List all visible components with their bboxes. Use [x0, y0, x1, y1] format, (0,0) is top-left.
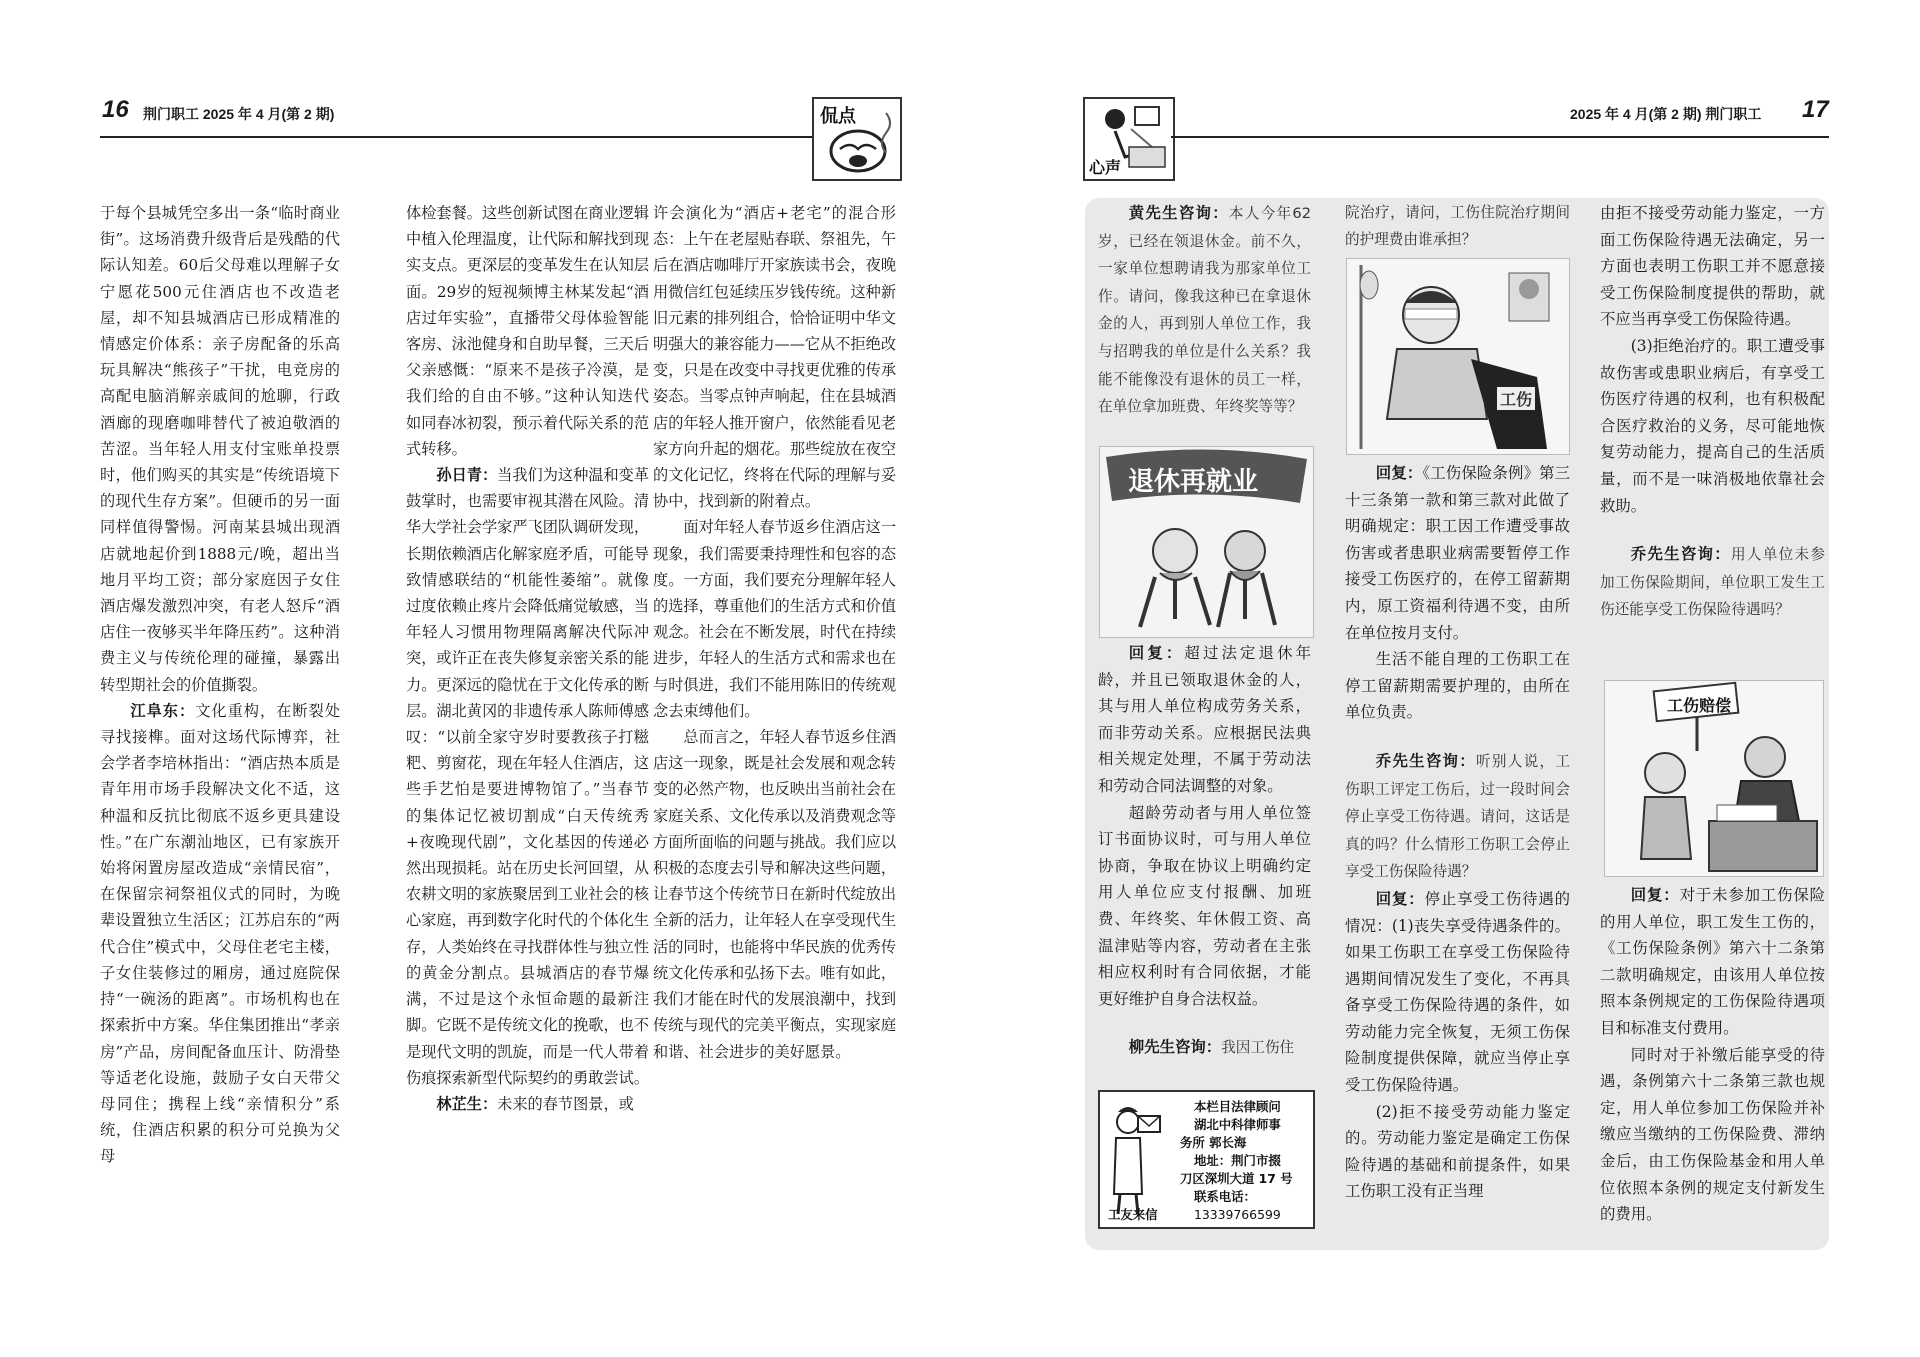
paragraph: 于每个县城凭空多出一条“临时商业街”。这场消费升级背后是残酷的代际认知差。60后父母难以理解子女宁愿花500元住酒店也不改造老屋，却不知县城酒店已形成精准的情感定价体系：亲子房配备的乐高玩具解决“熊孩子”干扰，电竞房的高配电脑消解亲戚间的尬聊，行政酒廊的现磨咖啡替代了被迫敬酒的苦涩。当年轻人用支付宝账单投票时，他们购买的其实是“传统语境下的现代生存方案”。但硬币的另一面同样值得警惕。河南某县城出现酒店就地起价到1888元/晚，超出当地月平均工资；部分家庭因子女住酒店爆发激烈冲突，有老人怒斥“酒店住一夜够买半年降压药”。这种消费主义与传统伦理的碰撞，暴露出转型期社会的价值撕裂。 [100, 204, 340, 694]
speaker-name: 回复： [1128, 644, 1185, 662]
question-text: 听别人说，工伤职工评定工伤后，过一段时间会停止享受工伤待遇。请问，这话是真的吗？什么情形工伤职工会停止享受工伤保险待遇？ [1345, 752, 1570, 881]
question [1098, 200, 1311, 421]
sign-text: 工伤赔偿 [1667, 696, 1732, 715]
question-text: 院治疗，请问，工伤住院治疗期间的护理费由谁承担？ [1345, 204, 1570, 248]
answer: (3)拒绝治疗的。职工遭受事故伤害或患职业病后，有享受工伤医疗待遇的权利，也有积极配合医疗救治的义务，尽可能地恢复劳动能力，提高自己的生活质量，而不是一味消极地依靠社会救助。 [1600, 336, 1825, 515]
hospital-injury-illustration [1346, 258, 1570, 455]
paragraph: 体检套餐。这些创新试图在商业逻辑中植入伦理温度，让代际和解找到现实支点。更深层的变革发生在认知层面。29岁的短视频博主林某发起“酒店过年实验”，直播带父母体验智能客房、泳池健身和自助早餐，三天后父亲感慨：“原来不是孩子冷漠，是我们给的自由不够。”这种认知迭代如同春冰初裂，预示着代际关系的范式转移。 [406, 204, 649, 458]
column-logo [812, 97, 902, 181]
phone-number: 13339766599 [1194, 1207, 1281, 1222]
spacer [1098, 1012, 1311, 1034]
answer [1098, 640, 1311, 800]
answer [1345, 886, 1570, 1099]
question [1098, 1034, 1311, 1062]
speaker-name: 林芷生： [436, 1094, 498, 1113]
page-header: 荆门职工 2025 年 4 月(第 2 期) [143, 106, 335, 122]
speaker-name: 孙日青： [436, 466, 498, 485]
article-column-1 [100, 200, 340, 1270]
qa-column-1-top [1098, 200, 1311, 440]
cartoon-face-icon [814, 99, 900, 179]
header-rule [100, 136, 813, 138]
speaker-name: 乔先生咨询： [1630, 545, 1731, 564]
page-number: 16 [102, 96, 129, 123]
legal-advisor-box [1098, 1090, 1315, 1229]
injury-compensation-illustration [1604, 680, 1824, 877]
column-logo-label: 心声 [1089, 158, 1122, 177]
answer-text: 《工伤保险条例》第三十三条第一款和第三款对此做了明确规定：职工因工作遭受事故伤害或者患职业病需要暂停工作接受工伤医疗的，在停工留薪期内，原工资福利待遇不变，由所在单位按月支付。 [1345, 464, 1570, 642]
speaker-name: 乔先生咨询： [1375, 751, 1476, 770]
paragraph [406, 1091, 649, 1117]
answer-text: 停止享受工伤待遇的情况：(1)丧失享受待遇条件的。如果工伤职工在享受工伤保险待遇期间情况发生了变化，不再具备享受工伤保险待遇的条件，如劳动能力完全恢复，无须工伤保险制度提供保障，就应当停止享受工伤保险待遇。 [1345, 889, 1570, 1095]
banner-text: 退休再就业 [1128, 467, 1259, 497]
answer: (2)拒不接受劳动能力鉴定的。劳动能力鉴定是确定工伤保险待遇的基础和前提条件，如果工伤职工没有正当理 [1345, 1102, 1570, 1201]
info-line: 务所 郭长海 [1180, 1135, 1247, 1150]
qa-column-1-bottom [1098, 640, 1311, 1062]
qa-column-3-bottom [1600, 882, 1825, 1252]
question [1345, 748, 1570, 886]
answer: 同时对于补缴后能享受的待遇，条例第六十二条第三款也规定，用人单位参加工伤保险并补缴应当缴纳的工伤保险费、滞纳金后，由工伤保险基金和用人单位依照本条例的规定支付新发生的费用。 [1600, 1045, 1825, 1224]
answer [1600, 882, 1825, 1042]
column-logo-label: 侃点 [820, 106, 856, 127]
paragraph: 许会演化为“酒店+老宅”的混合形态：上午在老屋贴春联、祭祖先，午后在酒店咖啡厅开家族读书会，夜晚用微信红包延续压岁钱传统。这种新旧元素的排列组合，恰恰证明中华文明强大的兼容能力——它从不拒绝改变，只是在改变中寻找更优雅的传承姿态。当零点钟声响起，住在县城酒店的年轻人推开窗户，依然能看见老家方向升起的烟花。那些绽放在夜空的文化记忆，终将在代际的理解与妥协中，找到新的附着点。 [653, 204, 896, 511]
column-logo [1083, 97, 1175, 181]
speaker-name: 柳先生咨询： [1128, 1038, 1222, 1057]
speaker-name: 黄先生咨询： [1128, 204, 1229, 222]
speaker-name: 回复： [1630, 886, 1680, 904]
speaker-name: 回复： [1375, 889, 1425, 908]
sign-text: 工伤 [1497, 387, 1535, 410]
info-line: 湖北中科律师事 [1194, 1117, 1281, 1132]
answer [1345, 460, 1570, 646]
info-line: 地址：荆门市掇 [1194, 1153, 1281, 1168]
page-number: 17 [1802, 96, 1829, 123]
mail-carrier-icon [1104, 1098, 1164, 1218]
qa-column-2-top [1345, 200, 1570, 258]
question-text: 我因工伤住 [1221, 1039, 1295, 1057]
answer-text: 超过法定退休年龄，并且已领取退休金的人，其与用人单位构成劳务关系，而非劳动关系。应根据民法典相关规定处理，不属于劳动法和劳动合同法调整的对象。 [1098, 644, 1311, 795]
paragraph: 总而言之，年轻人春节返乡住酒店这一现象，既是社会发展和观念转变的必然产物，也反映出当前社会在家庭关系、文化传承以及消费观念等方面所面临的问题与挑战。我们应以积极的态度去引导和解决这些问题，让春节这个传统节日在新时代绽放出全新的活力，让年轻人在享受现代生活的同时，也能将中华民族的优秀传统文化传承和弘扬下去。唯有如此，我们才能在时代的发展浪潮中，找到传统与现代的完美平衡点，实现家庭和谐、社会进步的美好愿景。 [653, 728, 896, 1061]
header-rule [1171, 136, 1829, 138]
answer: 超龄劳动者与用人单位签订书面协议时，可与用人单位协商，争取在协议上明确约定用人单位应支付报酬、加班费、年终奖、年休假工资、高温津贴等内容，劳动者在主张相应权利时有合同依据，才能更好维护自身合法权益。 [1098, 803, 1311, 1008]
article-column-2 [406, 200, 649, 1270]
paragraph-text: 当我们为这种温和变革鼓掌时，也需要审视其潜在风险。清华大学社会学家严飞团队调研发现，长期依赖酒店化解家庭矛盾，可能导致情感联结的“机能性萎缩”。就像过度依赖止疼片会降低痛觉敏感，当年轻人习惯用物理隔离解决代际冲突，或许正在丧失修复亲密关系的能力。更深远的隐忧在于文化传承的断层。湖北黄冈的非遗传承人陈师傅感叹：“以前全家守岁时要教孩子打糍粑、剪窗花，现在年轻人住酒店，这些手艺怕是要进博物馆了。”当春节的集体记忆被切割成“白天传统秀+夜晚现代剧”，文化基因的传递必然出现损耗。站在历史长河回望，从农耕文明的家族聚居到工业社会的核心家庭，再到数字化时代的个体化生存，人类始终在寻找群体性与独立性的黄金分割点。县城酒店的春节爆满，不过是这个永恒命题的最新注脚。它既不是传统文化的挽歌，也不是现代文明的凯旋，而是一代人带着伤痕探索新型代际契约的勇敢尝试。 [406, 466, 649, 1087]
injured-patient-icon [1347, 259, 1569, 454]
paragraph [406, 462, 649, 1091]
answer-text: 对于未参加工伤保险的用人单位，职工发生工伤的，《工伤保险条例》第六十二条第二款明确规定，由该用人单位按照本条例规定的工伤保险待遇项目和标准支付费用。 [1600, 886, 1825, 1037]
spacer [1600, 519, 1825, 541]
info-line: 联系电话： [1194, 1189, 1256, 1204]
question-text: 本人今年62岁，已经在领退休金。前不久，一家单位想聘请我为那家单位工作。请问，像我这种已在拿退休金的人，再到别人单位工作，我与招聘我的单位是什么关系？我能不能像没有退休的员工一样，在单位拿加班费、年终奖等等？ [1098, 205, 1311, 416]
paragraph-text: 文化重构，在断裂处寻找接榫。面对这场代际博弈，社会学者李培林指出：“酒店热本质是青年用市场手段解决文化不适，这种温和反抗比彻底不返乡更具建设性。”在广东潮汕地区，已有家族开始将闲置房屋改造成“亲情民宿”，在保留宗祠祭祖仪式的同时，为晚辈设置独立生活区；江苏启东的“两代合住”模式中，父母住老宅主楼，子女住装修过的厢房，通过庭院保持“一碗汤的距离”。市场机构也在探索折中方案。华住集团推出“孝亲房”产品，房间配备血压计、防滑垫等适老化设施，鼓励子女白天带父母同住；携程上线“亲情积分”系统，住酒店积累的积分可兑换为父母 [100, 701, 340, 1166]
question [1600, 541, 1825, 624]
speaker-name: 回复： [1375, 464, 1423, 482]
article-column-3 [653, 200, 896, 1270]
paragraph [100, 698, 340, 1170]
spacer [1345, 726, 1570, 748]
qa-column-2-bottom [1345, 460, 1570, 1250]
page-header: 2025 年 4 月(第 2 期) 荆门职工 [1570, 106, 1762, 122]
paragraph: 面对年轻人春节返乡住酒店这一现象，我们需要秉持理性和包容的态度。一方面，我们要充分理解年轻人的选择，尊重他们的生活方式和价值观念。社会在不断发展，时代在持续进步，年轻人的生活方式和需求也在与时俱进，我们不能用陈旧的传统观念去束缚他们。 [653, 518, 896, 720]
answer: 由拒不接受劳动能力鉴定，一方面工伤保险待遇无法确定，另一方面也表明工伤职工并不愿意接受工伤保险制度提供的帮助，就不应当再享受工伤保险待遇。 [1600, 204, 1825, 329]
retire-reemploy-illustration [1099, 446, 1314, 638]
answer: 生活不能自理的工伤职工在停工留薪期需要护理的，由所在单位负责。 [1345, 650, 1570, 722]
question-text: 用人单位未参加工伤保险期间，单位职工发生工伤还能享受工伤保险待遇吗？ [1600, 546, 1825, 619]
paragraph-text: 未来的春节图景，或 [497, 1094, 634, 1113]
speaker-name: 江阜东： [130, 701, 196, 720]
info-caption: 工友来信 [1108, 1207, 1158, 1222]
info-line: 本栏目法律顾问 [1194, 1099, 1281, 1114]
info-line: 刀区深圳大道 17 号 [1180, 1171, 1293, 1186]
qa-column-3-top [1600, 200, 1825, 680]
